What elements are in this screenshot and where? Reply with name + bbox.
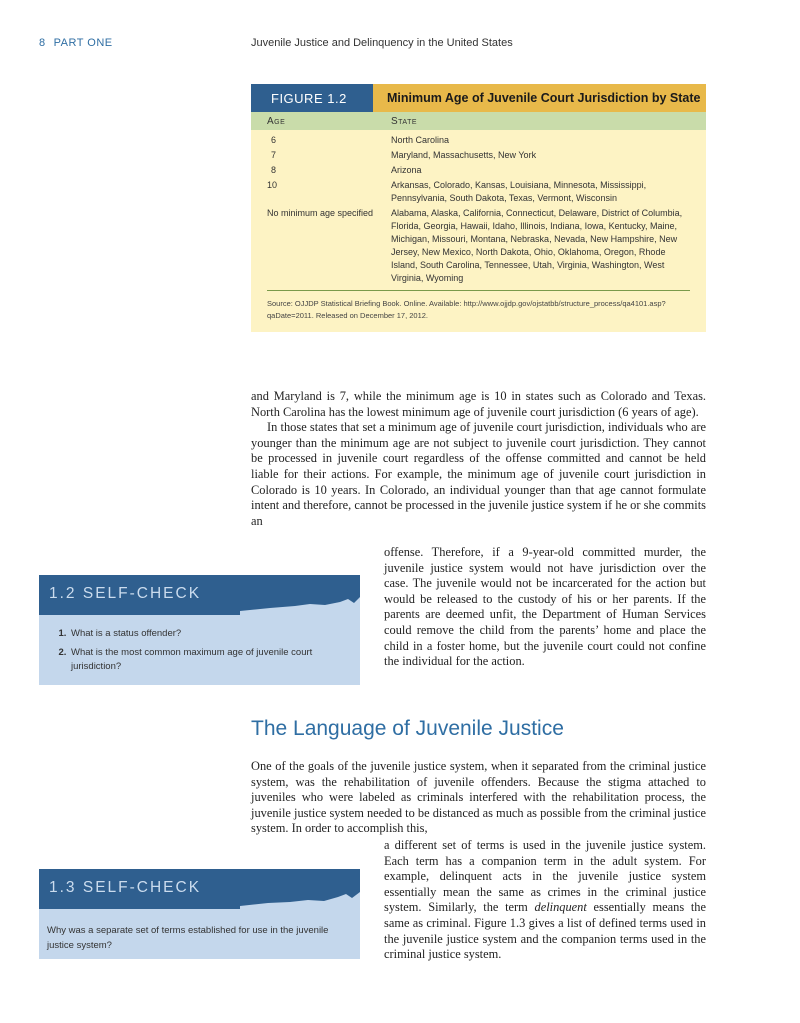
running-title: Juvenile Justice and Delinquency in the United States [251,37,513,49]
figure-1-2 [251,84,706,332]
table-row [251,179,706,205]
row-age: No minimum age specified [267,208,374,218]
figure-title: Minimum Age of Juvenile Court Jurisdiction by State [373,84,706,112]
emphasis-term: delinquent [534,900,587,915]
self-check-questions [39,615,360,689]
paragraph [384,838,706,963]
body-text-block-3 [251,759,706,837]
figure-divider [267,290,690,291]
part-label: PART ONE [53,37,113,49]
row-states: Maryland, Massachusetts, New York [391,150,537,160]
torn-edge-graphic [240,869,360,909]
self-check-title: 1.2 SELF-CHECK [49,585,202,602]
body-text-block-4 [384,838,706,963]
self-check-question: Why was a separate set of terms established for use in the juvenile justice system? [47,925,329,951]
figure-label: FIGURE 1.2 [251,84,373,112]
table-row [251,134,706,147]
row-states: Arizona [391,165,422,175]
row-age: 8 [271,165,277,175]
paragraph: offense. Therefore, if a 9-year-old committed murder, the juvenile justice system would not have jurisdiction over the case. The juvenile would not be incarcerated for the action but would be released to the custody of his or her parents. If the parents are deemed unfit, the Department of Human Services could remove the child from the parents’ home and place the child in a foster home, but the juvenile court could not confine the individual for the action. [384,545,706,669]
self-check-box [39,575,360,685]
text-span: essentially means the same as criminal. Figure 1.3 gives a list of defined terms used in the juvenile justice system and the companion terms used in the criminal justice system. [384,900,706,962]
paragraph: One of the goals of the juvenile justice system, when it separated from the criminal justice system, was the rehabilitation of juvenile offenders. Because the stigma attached to juveniles who were labeled as criminals interfered with the rehabilitation process, the juvenile justice system needed to be distanced as much as possible from the criminal justice system. In order to accomplish this, [251,759,706,836]
body-text-block-2 [384,545,706,670]
self-check-box [39,869,360,959]
body-text-block-1 [251,389,706,529]
column-header-age: Age [267,115,286,127]
figure-source: Source: OJJDP Statistical Briefing Book. Online. Available: http://www.ojjdp.gov/ojstatbb/structure_process/qa4101.asp?qaDate=2011. Released on December 17, 2012. [267,299,666,320]
question-item: 2. What is the most common maximum age of juvenile court jurisdiction? [69,646,350,674]
page-number: 8 [39,37,46,49]
paragraph: and Maryland is 7, while the minimum age is 10 in states such as Colorado and Texas. North Carolina has the lowest minimum age of juvenile court jurisdiction (6 years of age). [251,389,706,419]
column-header-state: State [391,115,418,127]
section-heading: The Language of Juvenile Justice [251,717,564,740]
torn-edge-graphic [240,575,360,615]
self-check-header [39,575,360,615]
running-header-left [39,37,113,49]
paragraph: In those states that set a minimum age of juvenile court jurisdiction, individuals who are younger than the minimum age are not subject to juvenile court jurisdiction. They cannot be processed in juvenile court regardless of the offense committed and cannot be held liable for their actions. For example, the minimum age of juvenile court jurisdiction in Colorado is 10 years. In Colorado, an individual younger than that age cannot formulate intent and therefore, cannot be processed in the juvenile justice system if he or she commits an [251,420,706,528]
figure-column-headers [251,112,706,130]
text-span: a different set of terms is used in the juvenile justice system. Each term has a companion term in the adult system. For example, delinquent acts in the juvenile justice system essentially mean the same as crimes in the criminal justice system. Similarly, the term [384,838,706,915]
self-check-header [39,869,360,909]
row-states: Arkansas, Colorado, Kansas, Louisiana, Minnesota, Mississippi, Pennsylvania, South Dakota, Texas, Vermont, Wisconsin [391,180,647,203]
row-states: North Carolina [391,135,450,145]
question-item: 1. What is a status offender? [69,627,350,641]
table-row [251,149,706,162]
row-age: 6 [271,135,277,145]
table-row [251,164,706,177]
row-states: Alabama, Alaska, California, Connecticut, Delaware, District of Columbia, Florida, Georgia, Hawaii, Idaho, Illinois, Indiana, Iowa, Kentucky, Maine, Michigan, Missouri, Montana, Nebraska, Nevada, New Hampshire, New Jersey, New Mexico, North Dakota, Ohio, Oklahoma, Oregon, Rhode Island, South Carolina, Tennessee, Utah, Virginia, Washington, West Virginia, Wyoming [391,208,683,283]
row-age: 10 [267,180,278,190]
table-row [251,207,706,285]
row-age: 7 [271,150,277,160]
self-check-title: 1.3 SELF-CHECK [49,879,202,896]
